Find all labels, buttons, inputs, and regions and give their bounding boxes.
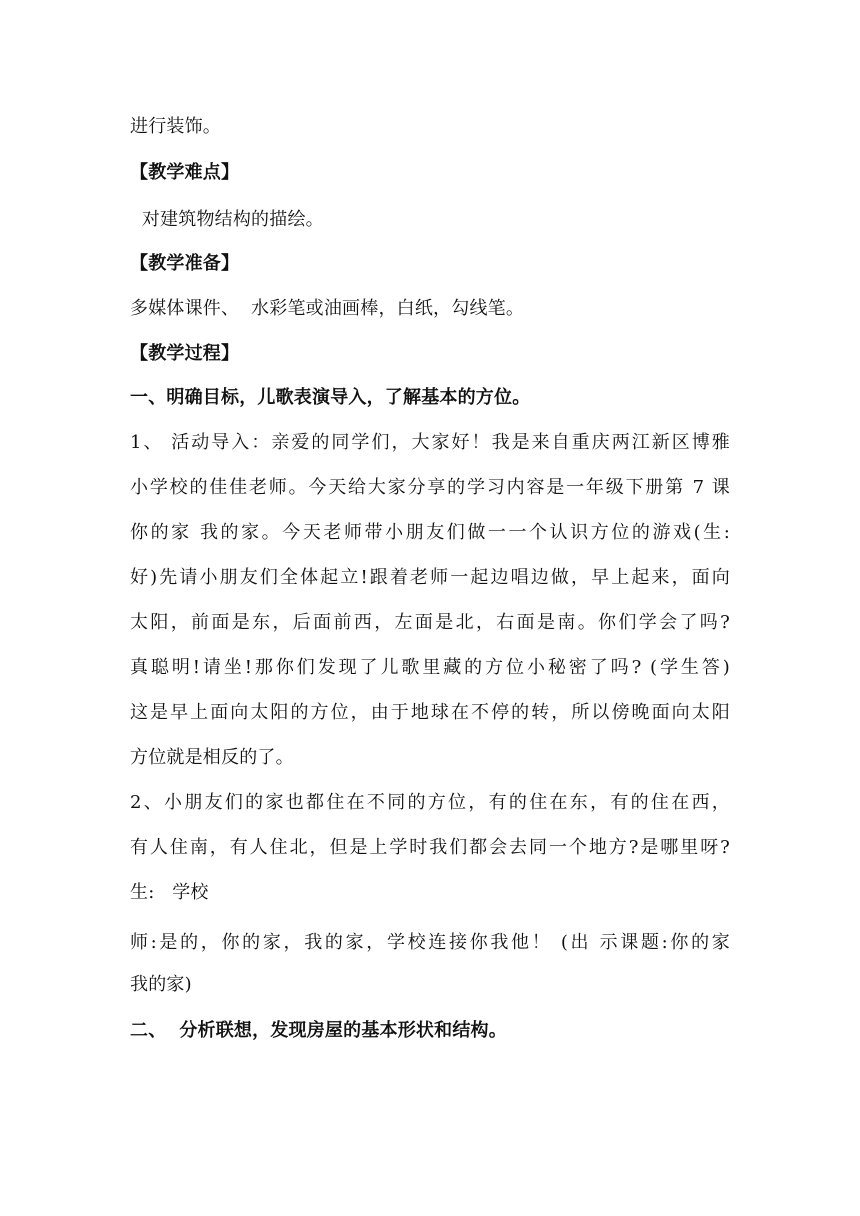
text-line: 1、 活动导入：亲爱的同学们，大家好！我是来自重庆两江新区博雅 [130, 432, 730, 453]
text-line: 小学校的佳佳老师。今天给大家分享的学习内容是一年级下册第 7 课 [130, 477, 730, 498]
text-line: 我的家) [130, 974, 192, 995]
text-line: 有人住南，有人住北，但是上学时我们都会去同一个地方?是哪里呀? [130, 837, 730, 858]
text-line: 好)先请小朋友们全体起立!跟着老师一起边唱边做，早上起来，面向 [130, 567, 730, 588]
subheading-two: 二、 分析联想，发现房屋的基本形状和结构。 [130, 1020, 507, 1041]
section-heading-difficulty: 【教学难点】 [130, 162, 240, 183]
text-line: 真聪明!请坐!那你们发现了儿歌里藏的方位小秘密了吗? (学生答) [130, 657, 730, 678]
text-line: 多媒体课件、 水彩笔或油画棒，白纸，勾线笔。 [130, 298, 525, 319]
text-line: 这是早上面向太阳的方位，由于地球在不停的转，所以傍晚面向太阳 [130, 702, 730, 723]
text-line: 进行装饰。 [130, 116, 221, 137]
subheading-one: 一、明确目标，儿歌表演导入，了解基本的方位。 [130, 387, 531, 408]
text-line: 对建筑物结构的描绘。 [130, 209, 324, 230]
text-line: 太阳，前面是东，后面前西，左面是北，右面是南。你们学会了吗? [130, 612, 730, 633]
text-line: 你的家 我的家。今天老师带小朋友们做一一个认识方位的游戏(生: [130, 522, 730, 543]
section-heading-process: 【教学过程】 [130, 343, 240, 364]
text-line: 方位就是相反的了。 [130, 747, 294, 768]
text-line: 生: 学校 [130, 882, 209, 903]
text-line: 2、小朋友们的家也都住在不同的方位，有的住在东，有的住在西， [130, 792, 730, 813]
text-line: 师:是的，你的家，我的家，学校连接你我他！ (出 示课题:你的家 [130, 932, 730, 953]
section-heading-preparation: 【教学准备】 [130, 253, 240, 274]
